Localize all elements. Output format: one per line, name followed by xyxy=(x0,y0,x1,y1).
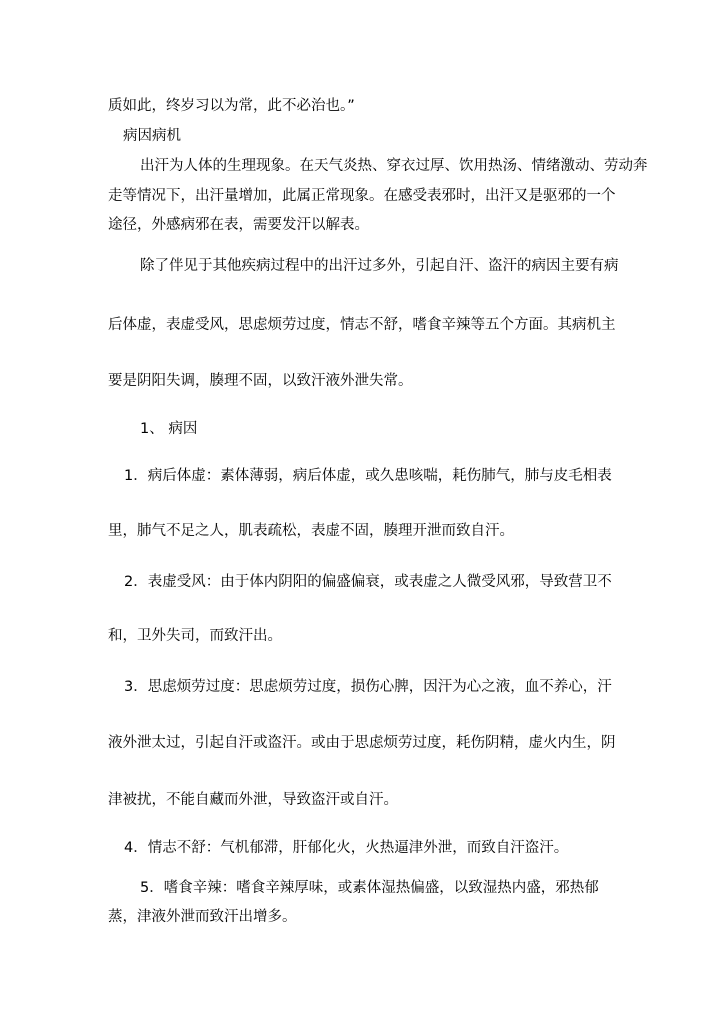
text-line: 1．病后体虚：素体薄弱，病后体虚，或久患咳喘，耗伤肺气，肺与皮毛相表 xyxy=(124,468,612,484)
text-line: 除了伴见于其他疾病过程中的出汗过多外，引起自汗、盗汗的病因主要有病 xyxy=(140,258,619,274)
text-line: 3．思虑烦劳过度：思虑烦劳过度，损伤心脾，因汗为心之液，血不养心，汗 xyxy=(124,679,612,695)
text-line: 途径，外感病邪在表，需要发汗以解表。 xyxy=(108,217,369,233)
text-line: 里，肺气不足之人，肌表疏松，表虚不固，腠理开泄而致自汗。 xyxy=(108,523,514,539)
text-line: 和，卫外失司，而致汗出。 xyxy=(108,628,282,644)
text-line: 要是阴阳失调，腠理不固，以致汗液外泄失常。 xyxy=(108,373,413,389)
text-line: 4．情志不舒：气机郁滞，肝郁化火，火热逼津外泄，而致自汗盗汗。 xyxy=(124,840,569,856)
text-line: 走等情况下，出汗量增加，此属正常现象。在感受表邪时，出汗又是驱邪的一个 xyxy=(108,188,616,204)
text-line: 质如此，终岁习以为常，此不必治也。” xyxy=(108,98,355,114)
text-line: 蒸，津液外泄而致汗出增多。 xyxy=(108,909,297,925)
text-line: 液外泄太过，引起自汗或盗汗。或由于思虑烦劳过度，耗伤阴精，虚火内生，阴 xyxy=(108,735,616,751)
text-line: 后体虚，表虚受风，思虑烦劳过度，情志不舒，嗜食辛辣等五个方面。其病机主 xyxy=(108,317,616,333)
subsection-heading: 1、 病因 xyxy=(140,421,198,437)
text-line: 5．嗜食辛辣：嗜食辛辣厚味，或素体湿热偏盛，以致湿热内盛，邪热郁 xyxy=(140,880,599,896)
section-heading: 病因病机 xyxy=(123,128,181,144)
text-line: 津被扰，不能自藏而外泄，导致盗汗或自汗。 xyxy=(108,792,398,808)
text-line: 2．表虚受风：由于体内阴阳的偏盛偏衰，或表虚之人微受风邪，导致营卫不 xyxy=(124,574,612,590)
text-line: 出汗为人体的生理现象。在天气炎热、穿衣过厚、饮用热汤、情绪激动、劳动奔 xyxy=(140,158,648,174)
